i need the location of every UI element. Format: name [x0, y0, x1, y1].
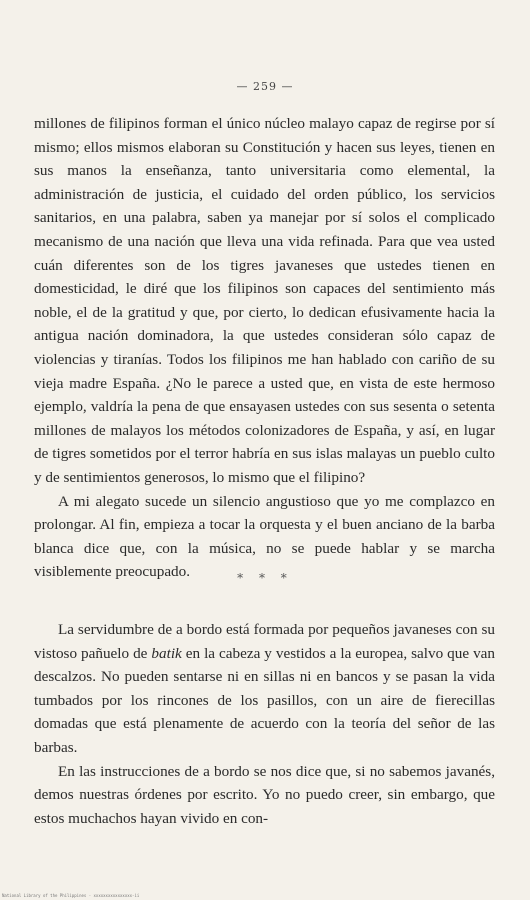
paragraph: En las instrucciones de a bordo se nos dice que, si no sabemos javanés, demos nuestras órdenes por escrito. Yo no puedo creer, sin embargo, que estos muchachos hayan vivido en con-: [34, 762, 495, 827]
section-separator: * * *: [237, 571, 293, 585]
emphasis-text: batik: [151, 644, 182, 662]
text-block-top: [34, 112, 495, 584]
paragraph-text: en la cabeza y vestidos a la europea, salvo que van descalzos. No pueden sentarse ni en sillas ni en bancos y se pasan la vida tumbados por los rincones de los pasillos, con un aire de fierecillas domadas que está plenamente de acuerdo con la teoría del señor de las barbas.: [34, 644, 496, 756]
paragraph-text: La servidumbre de a bordo está formada por pequeños javaneses con su vistoso pañuelo de: [34, 621, 495, 662]
text-block-bottom: [34, 618, 495, 830]
paragraph: [34, 618, 495, 760]
paragraph: millones de filipinos forman el único núcleo malayo capaz de regirse por sí mismo; ellos mismos elaboran su Constitución y hacen sus leyes, tienen en sus manos la enseñanza, tanto universitaria como elemental, la administración de justicia, el cuidado del orden público, los servicios sanitarios, en una palabra, saben ya manejar por sí solos el complicado mecanismo de una nación que lleva una vida refinada. Para que vea usted cuán diferentes son de los tigres javaneses que ustedes tienen en domesticidad, le diré que los filipinos son capaces del sentimiento más noble, el de la gratitud y que, por cierto, lo dedican efusivamente hacia la antigua nación dominadora, la que ustedes consideran sólo capaz de violencias y tiranías. Todos los filipinos me han hablado con cariño de su vieja madre España. ¿No le parece a usted que, en vista de este hermoso ejemplo, valdría la pena de que ensayasen ustedes con sus sesenta o setenta millones de malayos los métodos colonizadores de España, y así, en lugar de tigres sometidos por el terror habría en sus islas malayas un pueblo culto y de sentimientos generosos, lo mismo que el filipino?: [34, 115, 495, 486]
page-number: — 259 —: [236, 80, 294, 93]
scan-footer: National Library of the Philippines · xxxxxxxxxxxxxxxx-ii: [2, 893, 140, 898]
paragraph: A mi alegato sucede un silencio angustioso que yo me complazco en prolongar. Al fin, empieza a tocar la orquesta y el buen anciano de la barba blanca dice que, con la música, no se puede hablar y se marcha visiblemente preocupado.: [34, 492, 495, 581]
